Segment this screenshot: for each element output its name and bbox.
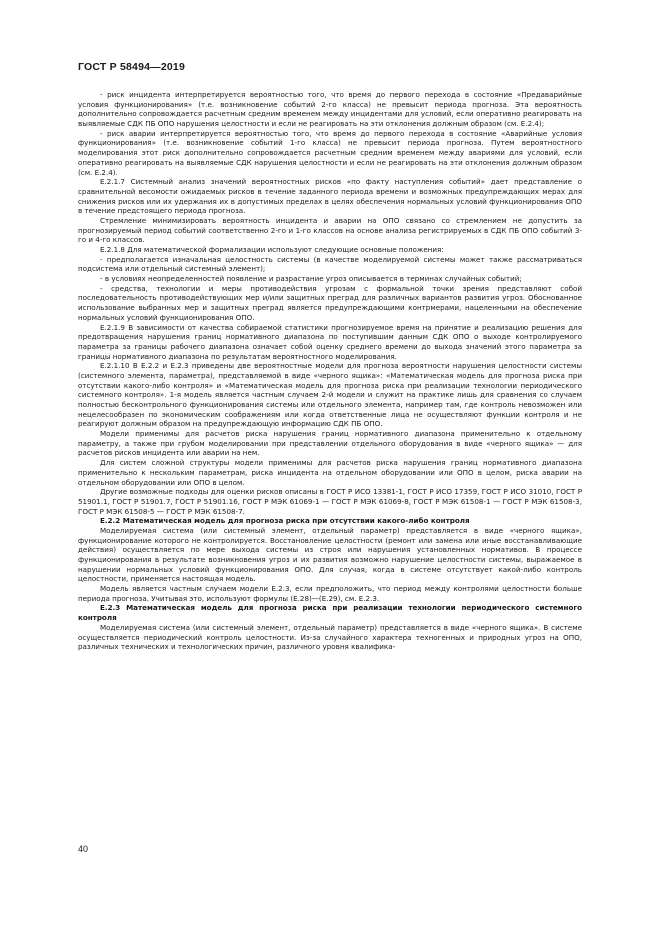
paragraph-e-2-2-special-case: Модель является частным случаем модели Е.2.3, если предположить, что период между контролями целостности больше периода прогноза. Учитывая это, используют формулы (Е.28)—(Е.29), см. Е.2.3. xyxy=(78,584,582,603)
paragraph-e-2-1-10: Е.2.1.10 В Е.2.2 и Е.2.3 приведены две вероятностные модели для прогноза вероятности нарушения целостности системы (системного элемента, параметра), представляемой в виде «черного ящика»: «Математическая модель для прогноза риска при отсутствии какого-либо контроля» и «Математическая модель для прогноза риска при реализации технологии периодического системного контроля». 1-я модель является частным случаем 2-й модели и служит на практике лишь для сравнения со случаем полностью бесконтрольного функционирования системы или отдельного элемента, например там, где контроль невозможен или нецелесообразен по экономическим соображениям или когда ответственные лица не осуществляют функции контроля и не реагируют должным образом на предупреждающую информацию СДК ПБ ОПО. xyxy=(78,361,582,429)
paragraph-e-2-2-description: Моделируемая система (или системный элемент, отдельный параметр) представляется в виде «черного ящика», функционирование которого не контролируется. Восстановление целостности (ремонт или замена или иные восстанавливающие действия) осуществляется по мере выхода системы из строя или нарушения установленных нормативов. В процессе функционирования в результате возникновения угроз и их развития возможно нарушение целостности системы, выражаемое в нарушении нормальных условий функционирования ОПО. Для случая, когда в системе отсутствует какой-либо контроль целостности, применяется настоящая модель. xyxy=(78,525,582,584)
body-text xyxy=(78,90,582,652)
paragraph-e-2-1-7: Е.2.1.7 Системный анализ значений вероятностных рисков «по факту наступления событий» дает представление о сравнительной весомости ожидаемых рисков в течение заданного периода времени и возможных предупреждающих мерах для снижения рисков или их удержания их в допустимых пределах в целях обеспечения нормальных условий функционирования ОПО в течение предстоящего периода прогноза. xyxy=(78,177,582,216)
page-header-standard-number: ГОСТ Р 58494—2019 xyxy=(78,61,186,73)
list-item-uncertainty: - в условиях неопределенностей появление и разрастание угроз описывается в терминах случайных событий; xyxy=(100,274,522,284)
paragraph-risk-accident: - риск аварии интерпретируется вероятностью того, что время до первого перехода в состояние «Аварийные условия функционирования» (т.е. возникновение событий 1-го класса) не превысит периода прогноза. Путем вероятностного моделирования этот риск дополнительно сопровождается расчетным средним временем между авариями для условий, если оперативно реагировать на выявляемые СДК нарушения целостности и если не реагировать на эти отклонения должным образом (см. Е.2.4). xyxy=(78,128,582,177)
paragraph-risk-incident: - риск инцидента интерпретируется вероятностью того, что время до первого перехода в состояние «Предаварийные условия функционирования» (т.е. возникновение событий 2-го класса) не превысит периода прогноза. Эта вероятность дополнительно сопровождается расчетным средним временем между инцидентами для условий, если оперативно реагировать на выявляемые СДК ПБ ОПО нарушения целостности и если не реагировать на эти отклонения должным образом (см. Е.2.4); xyxy=(78,90,582,129)
list-item-integrity: - предполагается изначальная целостность системы (в качестве моделируемой системы может также рассматриваться подсистема или отдельный системный элемент); xyxy=(78,254,582,274)
paragraph-complex-systems: Для систем сложной структуры модели применимы для расчетов риска нарушения границ нормативного диапазона применительно к нескольким параметрам, риска инцидента на отдельном оборудовании или ОПО в целом, риска аварии на отдельном оборудовании или ОПО в целом. xyxy=(78,458,582,487)
paragraph-models-applicable: Модели применимы для расчетов риска нарушения границ нормативного диапазона применительно к отдельному параметру, а также при грубом моделировании при представлении отдельного оборудования в виде «черного ящика» — для расчетов рисков инцидента или аварии на нем. xyxy=(78,429,582,458)
page-number: 40 xyxy=(78,844,89,854)
section-heading-e-2-2: Е.2.2 Математическая модель для прогноза риска при отсутствии какого-либо контроля xyxy=(100,516,470,526)
paragraph-e-2-1-8: Е.2.1.8 Для математической формализации используют следующие основные положения: xyxy=(100,245,444,254)
paragraph-e-2-1-9: Е.2.1.9 В зависимости от качества собираемой статистики прогнозируемое время на принятие и реализацию решения для предотвращения нарушения границ нормативного диапазона по поступившим данным СДК ОПО о выходе контролируемого параметра за границы рабочего диапазона означает собой оценку среднего времени до выхода значений этого параметра за границы нормативного диапазона по результатам вероятностного моделирования. xyxy=(78,322,582,361)
paragraph-other-approaches: Другие возможные подходы для оценки рисков описаны в ГОСТ Р ИСО 13381-1, ГОСТ Р ИСО 17359, ГОСТ Р ИСО 31010, ГОСТ Р 51901.1, ГОСТ Р 51901.7, ГОСТ Р 51901.16, ГОСТ Р МЭК 61069-1 — ГОСТ Р МЭК 61069-8, ГОСТ Р МЭК 61508-1 — ГОСТ Р МЭК 61508-3, ГОСТ Р МЭК 61508-5 — ГОСТ Р МЭК 61508-7. xyxy=(78,487,582,516)
list-item-countermeasures: - средства, технологии и меры противодействия угрозам с формальной точки зрения представляют собой последовательность противодействующих мер и/или защитных преград для различных вариантов развития угроз. Обоснованное использование выбранных мер и защитных преград является предупреждающими контрмерами, нацеленными на обеспечение нормальных условий функционирования ОПО. xyxy=(78,283,582,322)
section-heading-e-2-3: Е.2.3 Математическая модель для прогноза риска при реализации технологии периодического системного контроля xyxy=(78,603,582,623)
paragraph-minimize-probability: Стремление минимизировать вероятность инцидента и аварии на ОПО связано со стремлением не допустить за прогнозируемый период событий соответственно 2-го и 1-го классов на основе анализа регистрируемых в СДК ПБ ОПО событий 3-го и 4-го классов. xyxy=(78,215,582,245)
paragraph-e-2-3-description: Моделируемая система (или системный элемент, отдельный параметр) представляется в виде «черного ящика». В системе осуществляется периодический контроль целостности. Из-за случайного характера техногенных и природных угроз на ОПО, различных технических и технологических причин, различного уровня квалифика- xyxy=(78,622,582,652)
